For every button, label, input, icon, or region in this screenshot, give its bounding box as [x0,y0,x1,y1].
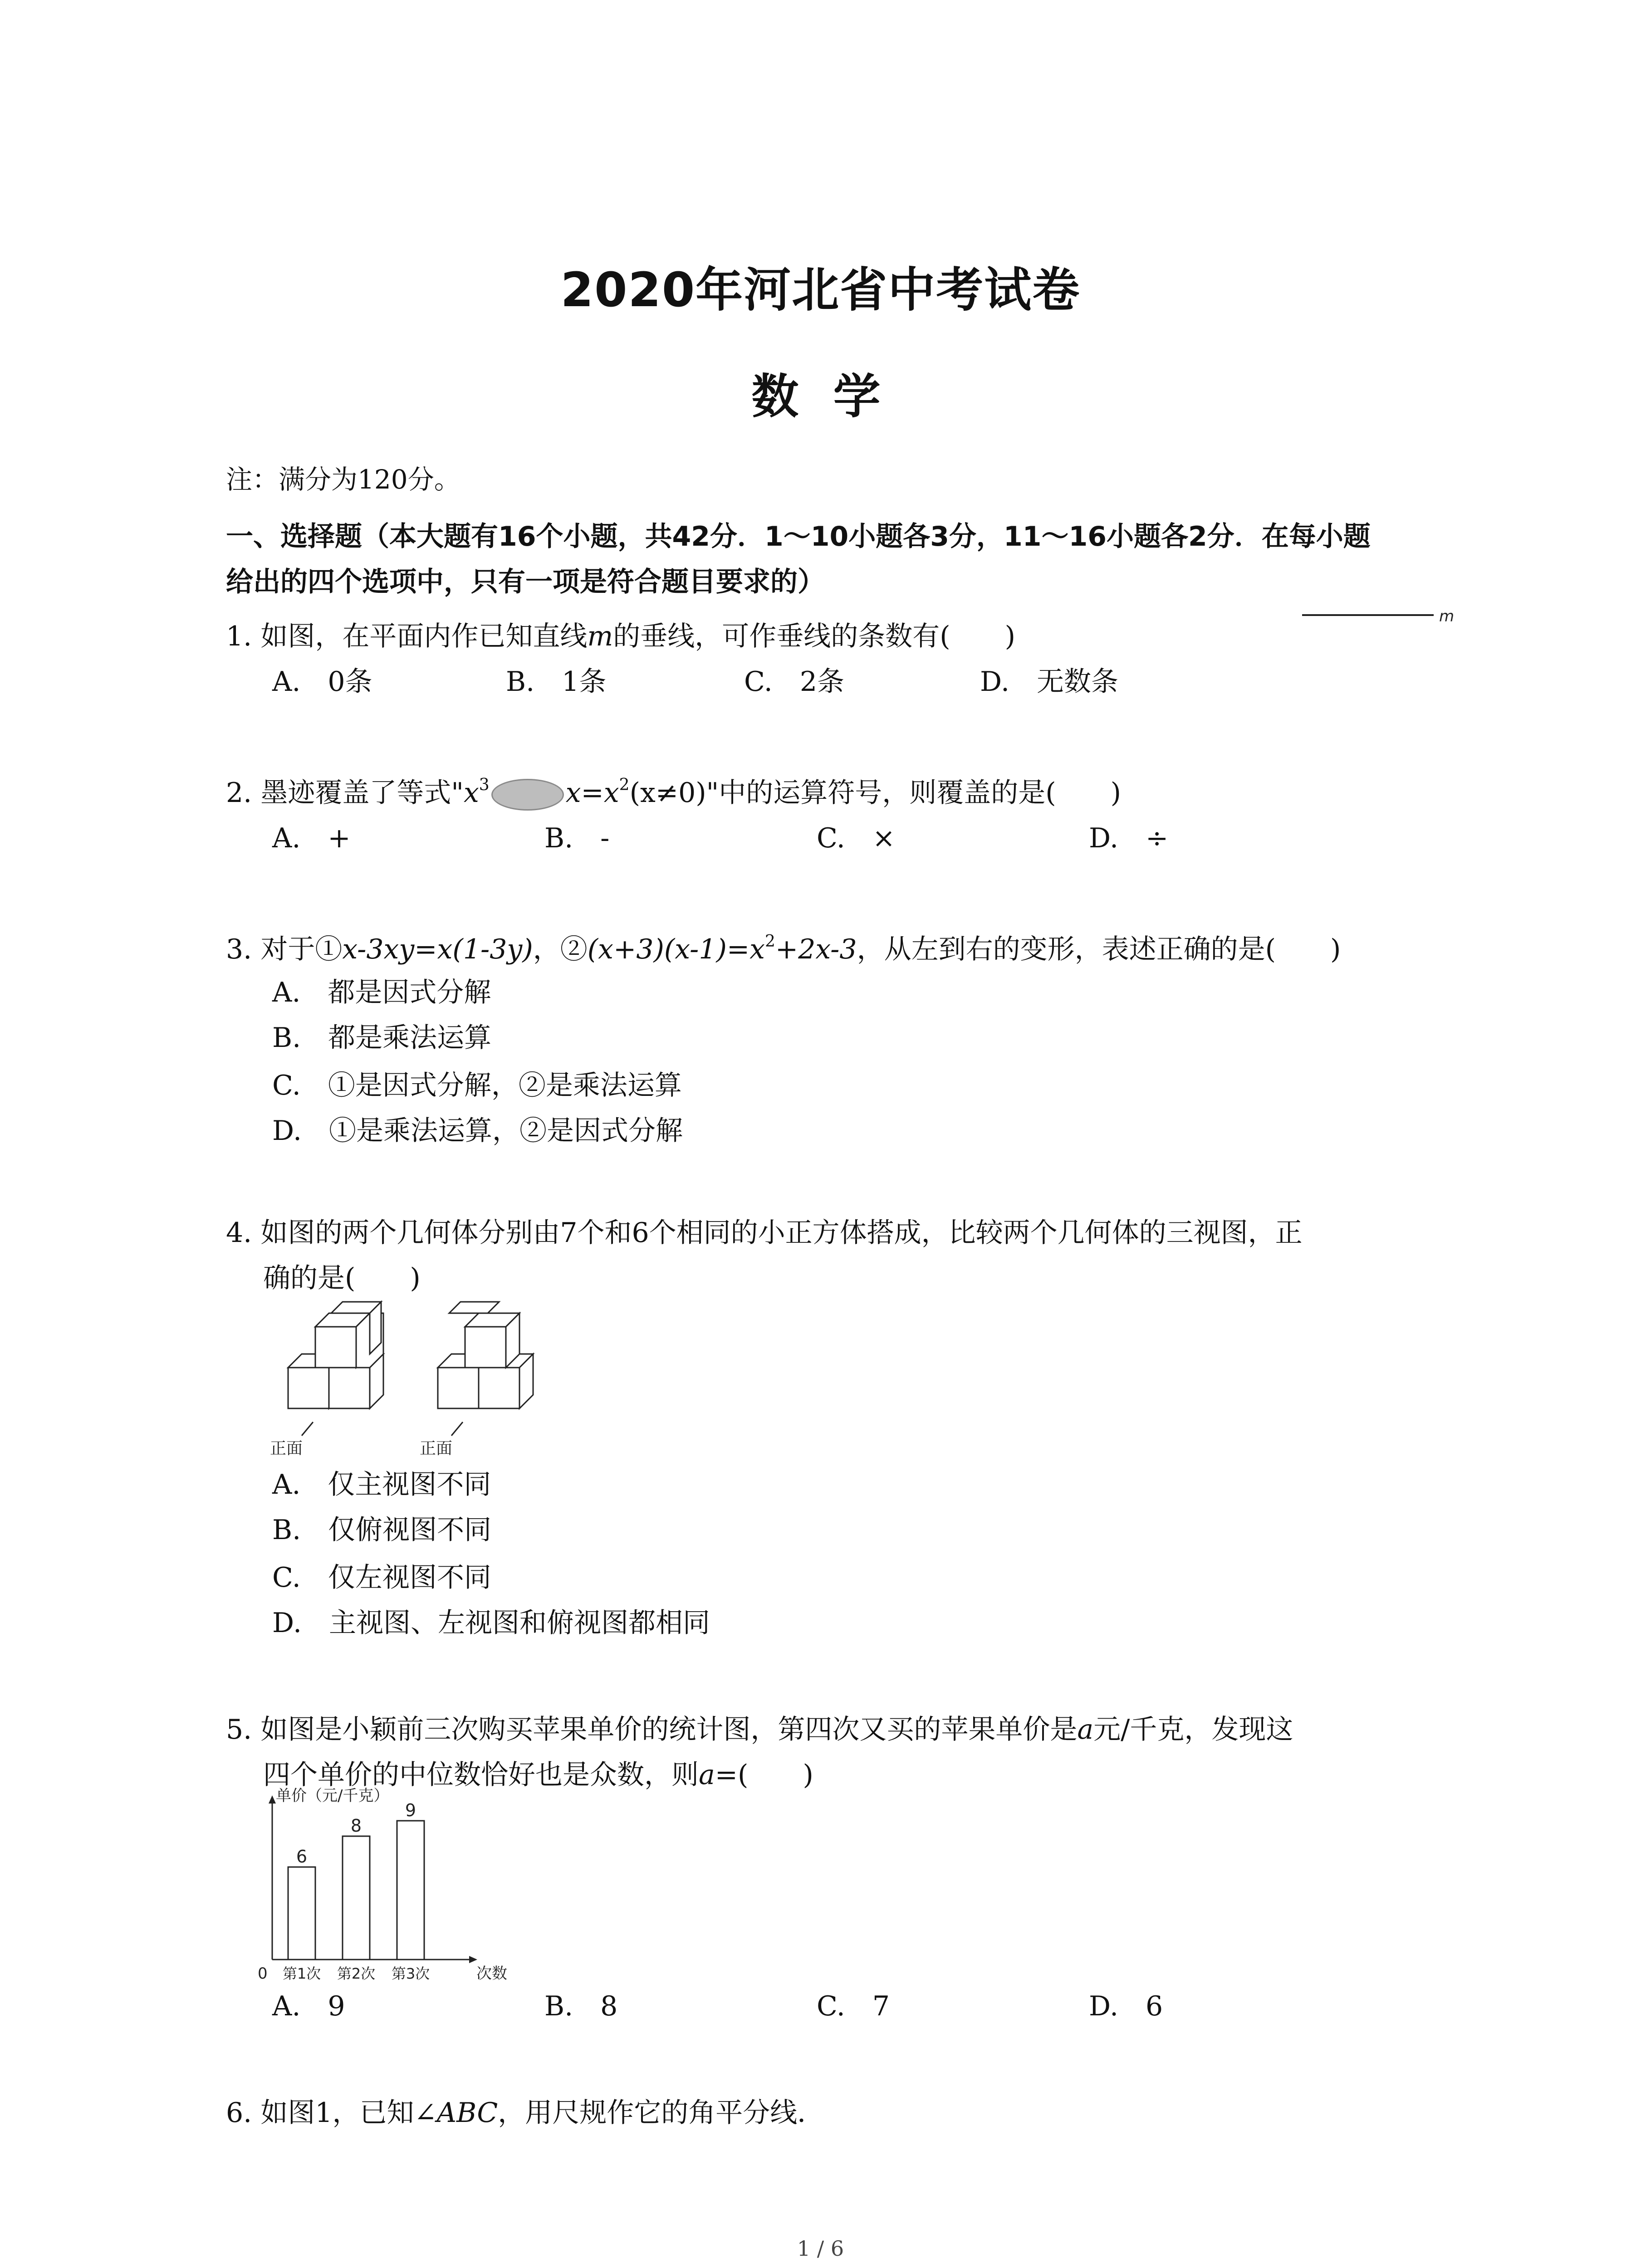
front-label-left: 正面 [270,1439,303,1458]
option-d: D. 主视图、左视图和俯视图都相同 [272,1607,710,1639]
category-label: 第3次 [391,1965,430,1982]
variable: a [1077,1714,1094,1745]
question-text: 的垂线，可作垂线的条数有( ) [613,621,1016,652]
option-b: B. 1条 [506,666,607,698]
x-axis-label: 次数 [476,1965,507,1983]
bar-value-label: 8 [350,1816,362,1836]
y-axis-label: 单价（元/千克） [276,1787,389,1805]
category-label: 第1次 [282,1965,321,1982]
bar-2 [343,1836,370,1960]
variable: x [463,777,479,809]
bar-1 [288,1867,315,1960]
page-number: 1 / 6 [797,2236,844,2261]
question-number: 1. [226,621,252,652]
option-b: B. 都是乘法运算 [272,1022,492,1054]
question-number: 2. [226,777,252,809]
question-5-line2 [263,1753,813,1792]
section-heading-line1: 一、选择题（本大题有16个小题，共42分．1～10小题各3分，11～16小题各2分．在每小题 [226,521,1371,552]
question-text: =( ) [715,1759,813,1791]
bar-3 [397,1821,424,1960]
option-b: B. 仅俯视图不同 [272,1514,492,1546]
option-c: C. 2条 [744,666,845,698]
variable: ABC [436,2097,498,2129]
arrow-icon [451,1422,463,1436]
variable: m [587,621,613,652]
category-label: 第2次 [337,1965,376,1982]
option-a: A. 9 [272,1990,345,2022]
question-number: 6. [226,2097,252,2129]
option-b: B. 8 [544,1990,618,2022]
equation-part: x= [565,777,604,809]
question-text: 墨迹覆盖了等式" [260,777,464,809]
option-a: A. 都是因式分解 [272,977,491,1008]
y-axis-arrow-icon [269,1795,276,1804]
condition: (x≠0) [629,777,706,809]
x-axis-arrow-icon [469,1956,477,1963]
subject-title: 数 学 [751,369,890,424]
exam-title: 2020年河北省中考试卷 [560,262,1081,318]
option-a: A. 仅主视图不同 [272,1469,491,1501]
question-text: ，用尺规作它的角平分线． [498,2097,825,2129]
line-m-label: m [1439,607,1455,626]
origin-label: 0 [258,1965,268,1983]
question-text: 如图的两个几何体分别由7个和6个相同的小正方体搭成，比较两个几何体的三视图，正 [260,1217,1303,1249]
option-c: C. ①是因式分解，②是乘法运算 [272,1070,682,1101]
question-2 [226,771,1121,811]
cubes-figure [263,1293,544,1465]
bar-value-label: 6 [296,1847,308,1867]
question-number: 4. [226,1217,252,1249]
option-a: A. 0条 [272,666,372,698]
exponent: 3 [479,776,490,794]
question-number: 5. [226,1714,252,1745]
variable: x [603,777,619,809]
option-a: A. + [272,822,351,854]
expression-2-tail: +2x-3 [775,934,857,965]
line-m-figure [1298,599,1461,635]
ink-blot [491,779,564,811]
question-text: 四个单价的中位数恰好也是众数，则 [263,1759,699,1791]
question-text: "中的运算符号，则覆盖的是( ) [706,777,1122,809]
question-text: 如图是小颖前三次购买苹果单价的统计图，第四次又买的苹果单价是 [260,1714,1078,1745]
question-text: 对于① [260,934,343,965]
question-text: 如图1，已知∠ [260,2097,437,2129]
question-text: 元/千克，发现这 [1093,1714,1293,1745]
question-number: 3. [226,934,252,965]
question-4-line2: 确的是( ) [263,1262,421,1294]
option-b: B. - [544,822,610,854]
option-c: C. 7 [817,1990,890,2022]
score-note: 注：满分为120分。 [226,464,460,495]
question-text: 如图，在平面内作已知直线 [260,621,588,652]
section-heading-line2: 给出的四个选项中，只有一项是符合题目要求的） [226,566,825,598]
bar-value-label: 9 [405,1800,416,1820]
question-1 [226,615,1015,654]
option-d: D. ÷ [1089,822,1169,854]
question-6 [226,2091,824,2130]
question-4 [226,1211,1303,1250]
option-d: D. ①是乘法运算，②是因式分解 [272,1115,683,1147]
question-text: ，从左到右的变形，表述正确的是( ) [857,934,1341,965]
arrow-icon [302,1422,313,1436]
price-bar-chart [254,1787,535,1987]
option-d: D. 无数条 [980,666,1119,698]
expression-1: x-3xy=x(1-3y) [342,934,533,965]
option-c: C. × [817,822,896,854]
expression-2: (x+3)(x-1)=x [587,934,765,965]
question-3 [226,928,1341,967]
front-label-right: 正面 [420,1439,453,1458]
option-d: D. 6 [1089,1990,1163,2022]
exponent: 2 [765,932,775,951]
separator: ，② [533,934,588,965]
variable: a [699,1759,715,1791]
exponent: 2 [619,776,630,794]
question-5 [226,1708,1293,1747]
option-c: C. 仅左视图不同 [272,1562,491,1593]
